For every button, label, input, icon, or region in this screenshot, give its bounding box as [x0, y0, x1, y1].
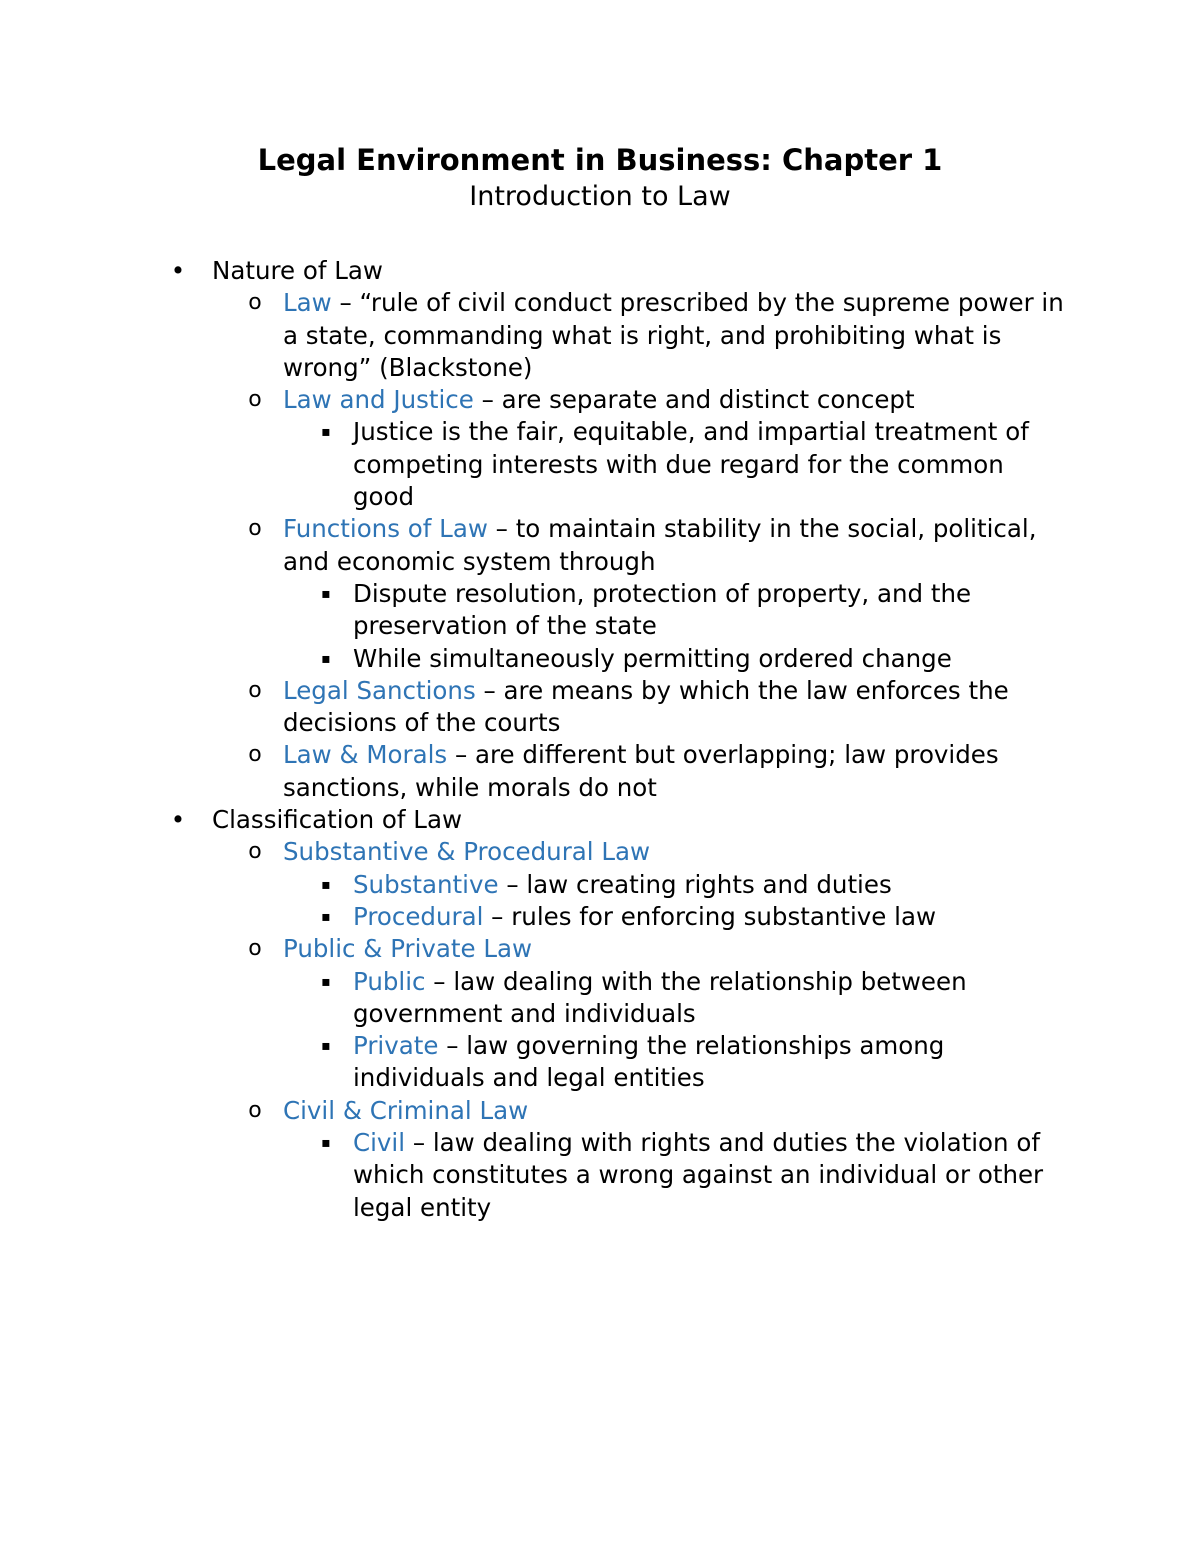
circle-marker: o — [248, 387, 262, 413]
term-text: Functions of Law — [283, 514, 488, 544]
document-title: Legal Environment in Business: Chapter 1 — [257, 143, 943, 177]
term-text: Procedural — [353, 901, 484, 931]
definition-text: – law dealing with rights and duties the violation of which constitutes a wrong against an individual or other legal entity — [353, 1128, 1044, 1222]
heading-text: Classification of Law — [212, 805, 463, 835]
term-text: Civil & Criminal Law — [283, 1095, 529, 1125]
definition-text: – law dealing with the relationship between government and individuals — [353, 966, 967, 1028]
sub-item-text: Dispute resolution, protection of property, and the preservation of the state — [353, 578, 972, 641]
bullet-marker: • — [170, 805, 186, 835]
outline-item-classification-of-law — [170, 804, 1052, 836]
square-marker: ▪ — [321, 424, 331, 441]
circle-marker: o — [248, 290, 262, 316]
square-marker: ▪ — [321, 876, 331, 893]
definition-text: – are different but overlapping; law provides sanctions, while morals do not — [283, 740, 999, 802]
square-marker: ▪ — [321, 908, 331, 925]
outline-item-functions-of-law — [248, 513, 1073, 578]
outline-item-substantive — [321, 869, 1053, 901]
outline-item-private — [321, 1030, 1053, 1095]
outline-item-ordered-change — [321, 643, 1053, 675]
definition-text: – “rule of civil conduct prescribed by the supreme power in a state, commanding what is right, and prohibiting what is wrong” (Blackstone) — [283, 288, 1064, 382]
definition-text: – are means by which the law enforces the decisions of the courts — [283, 675, 1009, 738]
sub-item-text: Justice is the fair, equitable, and impartial treatment of competing interests with due regard for the common good — [353, 417, 1029, 512]
term-text: Substantive & Procedural Law — [283, 837, 651, 867]
circle-marker: o — [248, 839, 262, 865]
definition-text: – law governing the relationships among individuals and legal entities — [353, 1031, 945, 1093]
square-marker: ▪ — [321, 973, 331, 990]
outline-item-law — [248, 287, 1073, 384]
outline-item-law-and-justice — [248, 384, 1073, 416]
term-text: Law — [283, 288, 332, 318]
outline-item-civil-criminal — [248, 1095, 1073, 1127]
outline-item-substantive-procedural — [248, 836, 1073, 868]
square-marker: ▪ — [321, 1038, 331, 1055]
square-marker: ▪ — [321, 1135, 331, 1152]
document-subtitle: Introduction to Law — [469, 181, 731, 212]
heading-text: Nature of Law — [212, 256, 383, 285]
outline-item-procedural — [321, 901, 1053, 933]
outline-item-dispute-resolution — [321, 578, 1053, 643]
outline-item-public-private — [248, 933, 1073, 965]
square-marker: ▪ — [321, 585, 331, 602]
outline-item-nature-of-law — [170, 255, 1052, 287]
circle-marker: o — [248, 742, 262, 768]
outline-item-civil — [321, 1127, 1053, 1224]
term-text: Public & Private Law — [283, 934, 533, 964]
term-text: Civil — [353, 1128, 406, 1158]
term-text: Law & Morals — [283, 740, 448, 770]
circle-marker: o — [248, 936, 262, 962]
outline — [0, 255, 1200, 1224]
definition-text: – to maintain stability in the social, political, and economic system through — [283, 514, 1037, 576]
circle-marker: o — [248, 1097, 262, 1123]
square-marker: ▪ — [321, 650, 331, 667]
outline-item-public — [321, 966, 1053, 1031]
outline-item-law-and-morals — [248, 739, 1073, 804]
term-text: Substantive — [353, 869, 499, 899]
outline-item-justice-definition — [321, 416, 1053, 513]
term-text: Law and Justice — [283, 385, 474, 415]
term-text: Legal Sanctions — [283, 675, 476, 705]
term-text: Private — [353, 1031, 439, 1061]
circle-marker: o — [248, 677, 262, 703]
definition-text: – law creating rights and duties — [498, 869, 892, 899]
term-text: Public — [353, 966, 426, 996]
outline-item-legal-sanctions — [248, 675, 1073, 740]
definition-text: – rules for enforcing substantive law — [483, 901, 937, 931]
circle-marker: o — [248, 516, 262, 542]
bullet-marker: • — [170, 256, 186, 285]
sub-item-text: While simultaneously permitting ordered change — [353, 643, 952, 673]
definition-text: – are separate and distinct concept — [473, 385, 915, 415]
